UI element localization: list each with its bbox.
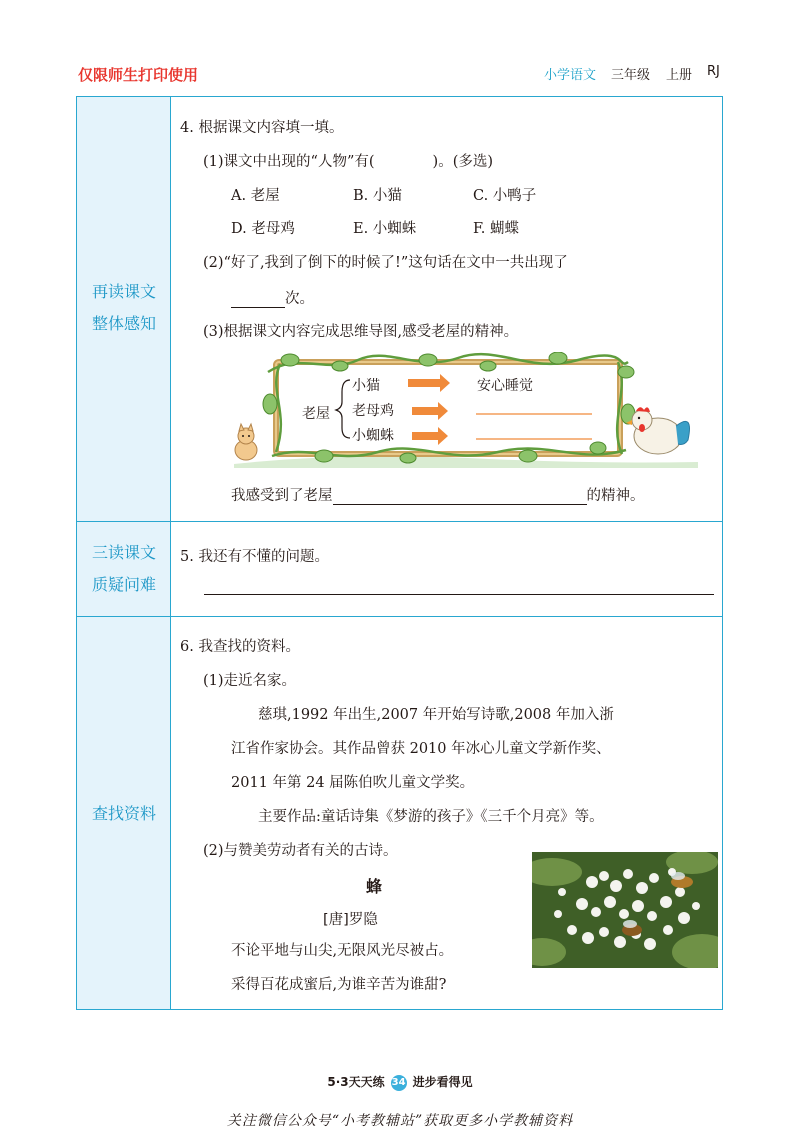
bio-line-1: 慈琪,1992 年出生,2007 年开始写诗歌,2008 年加入浙: [258, 707, 614, 723]
q4-sub3: (3)根据课文内容完成思维导图,感受老屋的精神。: [203, 324, 519, 340]
row-divider: [77, 521, 722, 522]
option-a: A. 老屋: [231, 188, 280, 204]
page-footer: [0, 1073, 800, 1091]
bio-line-2: 江省作家协会。其作品曾获 2010 年冰心儿童文学新作奖、: [231, 741, 611, 757]
footer-right: 进步看得见: [412, 1075, 473, 1089]
option-b: B. 小猫: [353, 188, 402, 204]
q4-sub2: (2)“好了,我到了倒下的时候了!”这句话在文中一共出现了: [203, 255, 568, 271]
count-blank[interactable]: [231, 291, 285, 308]
mindmap-brace: [336, 380, 350, 438]
hen-figure: [626, 407, 690, 454]
q5-title: 5. 我还有不懂的问题。: [180, 549, 329, 565]
poem-line-1: 不论平地与山尖,无限风光尽被占。: [231, 943, 454, 959]
poem-author: [唐]罗隐: [323, 912, 378, 928]
bio-line-3: 2011 年第 24 届陈伯吹儿童文学奖。: [231, 775, 475, 791]
grass-ground: [234, 456, 698, 468]
header-volume: 上册: [666, 68, 693, 83]
option-e: E. 小蜘蛛: [353, 221, 417, 237]
cat-figure: [235, 424, 257, 460]
mindmap-branch-hen: 老母鸡: [352, 403, 394, 419]
page-number: 34: [391, 1075, 407, 1091]
mindmap-arrows: [408, 374, 450, 445]
header-subject: 小学语文: [544, 68, 597, 83]
bee-flower-photo: [532, 852, 718, 968]
poem-line-2: 采得百花成蜜后,为谁辛苦为谁甜?: [231, 977, 447, 993]
option-f: F. 蝴蝶: [473, 221, 520, 237]
q6-title: 6. 我查找的资料。: [180, 639, 300, 655]
q4-feel: 我感受到了老屋 的精神。: [231, 488, 645, 504]
q4-sub2-cont: 次。: [231, 287, 314, 308]
works-line: 主要作品:童话诗集《梦游的孩子》《三千个月亮》等。: [258, 809, 604, 825]
header-grade: 三年级: [611, 68, 651, 83]
mindmap-root: 老屋: [302, 406, 330, 422]
mindmap-illustration: [228, 352, 702, 468]
mindmap-branch-spider: 小蜘蛛: [352, 428, 394, 444]
option-c: C. 小鸭子: [473, 188, 537, 204]
wechat-notice: 关注微信公众号“小考教辅站”获取更多小学教辅资料: [226, 1113, 574, 1129]
mindmap-branch-cat: 小猫: [352, 378, 380, 394]
print-notice: 仅限师生打印使用: [78, 66, 199, 84]
section-label-question: 三读课文 质疑问难: [91, 543, 156, 594]
mindmap-result-cat: 安心睡觉: [477, 378, 533, 394]
section-label-reread: 再读课文 整体感知: [91, 282, 156, 333]
poem-title: 蜂: [366, 877, 383, 896]
footer-left: 5·3天天练: [327, 1075, 385, 1089]
row-divider: [77, 616, 722, 617]
option-d: D. 老母鸡: [231, 221, 295, 237]
section-label-research: 查找资料: [91, 804, 156, 823]
q6-sub1: (1)走近名家。: [203, 673, 297, 689]
q5-answer-line[interactable]: [204, 594, 714, 595]
header-edition: RJ: [707, 64, 720, 79]
q4-sub1: (1)课文中出现的“人物”有( )。(多选): [203, 154, 494, 170]
q6-sub2: (2)与赞美劳动者有关的古诗。: [203, 843, 398, 859]
spirit-answer-blank[interactable]: [333, 488, 587, 505]
q4-title: 4. 根据课文内容填一填。: [180, 120, 344, 136]
